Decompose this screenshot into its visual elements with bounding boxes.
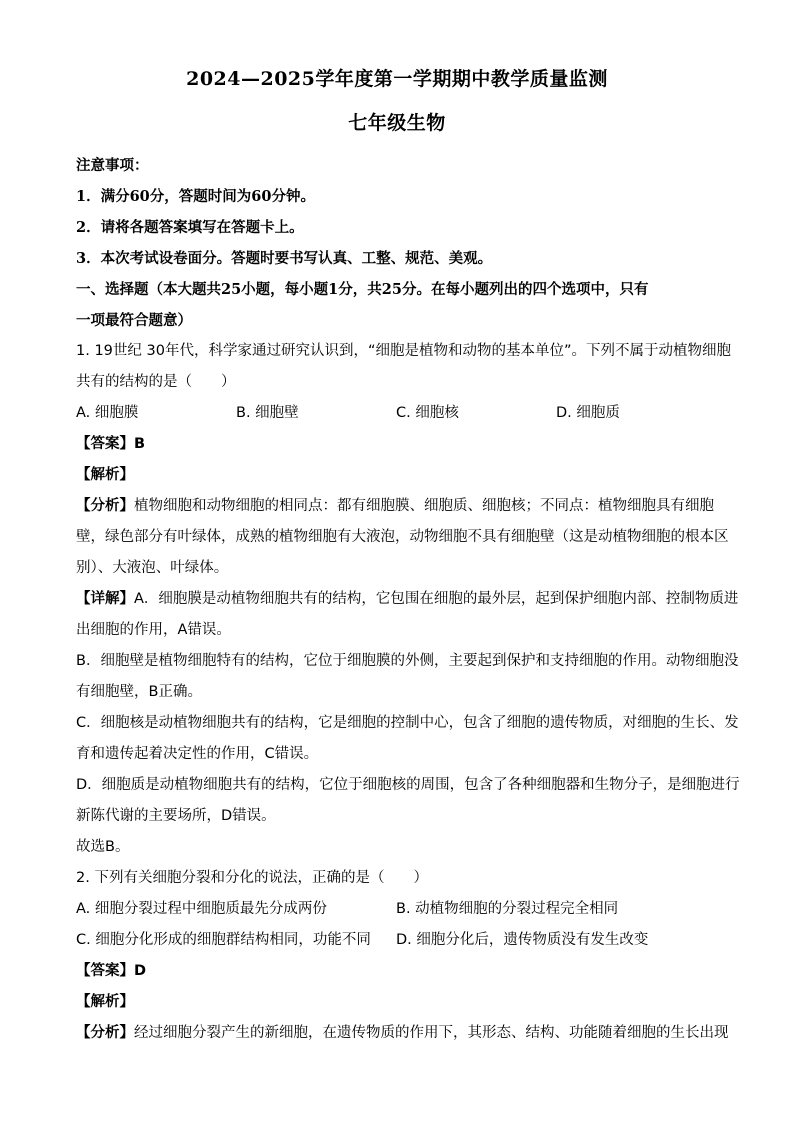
q1-fenxi-line-2: 壁，绿色部分有叶绿体，成熟的植物细胞有大液泡，动物细胞不具有细胞壁（这是动植物细胞的根本区 — [76, 529, 729, 545]
q1-analysis-label: 【解析】 — [76, 467, 134, 483]
q2-answer: 【答案】D — [76, 963, 147, 979]
q1-detail-b-line-2: 有细胞壁，B正确。 — [76, 684, 202, 700]
page-subtitle: 七年级生物 — [348, 112, 446, 134]
q1-detail-b-line-1: B．细胞壁是植物细胞特有的结构，它位于细胞膜的外侧，主要起到保护和支持细胞的作用。动物细胞没 — [76, 653, 739, 669]
q2-fenxi-tag: 【分析】 — [76, 1025, 134, 1041]
q1-fenxi-line-1: 【分析】植物细胞和动物细胞的相同点：都有细胞膜、细胞质、细胞核；不同点：植物细胞具有细胞 — [76, 498, 714, 514]
q1-options — [76, 398, 718, 429]
q2-option-c: C. 细胞分化形成的细胞群结构相同，功能不同 — [76, 932, 371, 948]
q1-option-c: C. 细胞核 — [396, 405, 459, 421]
section-heading-line-2: 一项最符合题意） — [76, 312, 192, 329]
q1-detail-c-line-2: 育和遗传起着决定性的作用，C错误。 — [76, 746, 319, 762]
notes-heading: 注意事项： — [76, 157, 149, 174]
q1-detail-a-line-2: 出细胞的作用，A错误。 — [76, 622, 231, 638]
q2-option-b: B. 动植物细胞的分裂过程完全相同 — [396, 901, 619, 917]
q1-answer: 【答案】B — [76, 436, 146, 452]
section-heading-line-1: 一、选择题（本大题共25小题，每小题1分，共25分。在每小题列出的四个选项中，只有 — [76, 281, 649, 298]
q2-stem: 2. 下列有关细胞分裂和分化的说法，正确的是（ ） — [76, 870, 428, 886]
q2-option-a: A. 细胞分裂过程中细胞质最先分成两份 — [76, 901, 327, 917]
question-1 — [76, 336, 740, 863]
q1-stem-line-1: 1. 19世纪 30年代，科学家通过研究认识到，“细胞是植物和动物的基本单位”。下列不属于动植物细胞 — [76, 343, 731, 359]
q1-option-b: B. 细胞壁 — [236, 405, 299, 421]
q1-fenxi-line-3: 别）、大液泡、叶绿体。 — [76, 560, 229, 576]
notes-item-2: 2．请将各题答案填写在答题卡上。 — [76, 219, 304, 236]
q1-detail-d-line-1: D．细胞质是动植物细胞共有的结构，它位于细胞核的周围，包含了各种细胞器和生物分子，是细胞进行 — [76, 777, 740, 793]
q2-options-row-2 — [76, 925, 718, 956]
page-title: 2024—2025学年度第一学期期中教学质量监测 — [186, 68, 608, 90]
section-heading — [76, 274, 718, 336]
q1-fenxi-tag: 【分析】 — [76, 498, 134, 514]
q2-analysis-label: 【解析】 — [76, 994, 134, 1010]
q1-stem-line-2: 共有的结构的是（ ） — [76, 374, 236, 390]
notes-item-1: 1．满分60分，答题时间为60分钟。 — [76, 188, 315, 205]
q2-fenxi-line-1: 【分析】经过细胞分裂产生的新细胞，在遗传物质的作用下，其形态、结构、功能随着细胞的生长出现 — [76, 1025, 729, 1041]
q1-detail-a-line-1: 【详解】A．细胞膜是动植物细胞共有的结构，它包围在细胞的最外层，起到保护细胞内部、控制物质进 — [76, 591, 739, 607]
q1-option-d: D. 细胞质 — [556, 405, 620, 421]
question-2 — [76, 863, 729, 1049]
q1-detail-d-line-2: 新陈代谢的主要场所，D错误。 — [76, 808, 276, 824]
q1-conclusion: 故选B。 — [76, 839, 130, 855]
notes-section — [76, 150, 718, 274]
q1-detail-tag: 【详解】 — [76, 591, 134, 607]
q2-option-d: D. 细胞分化后，遗传物质没有发生改变 — [396, 932, 649, 948]
q2-options-row-1 — [76, 894, 718, 925]
notes-item-3: 3．本次考试设卷面分。答题时要书写认真、工整、规范、美观。 — [76, 250, 493, 267]
q1-detail-c-line-1: C．细胞核是动植物细胞共有的结构，它是细胞的控制中心，包含了细胞的遗传物质，对细胞的生长、发 — [76, 715, 739, 731]
q1-option-a: A. 细胞膜 — [76, 405, 139, 421]
